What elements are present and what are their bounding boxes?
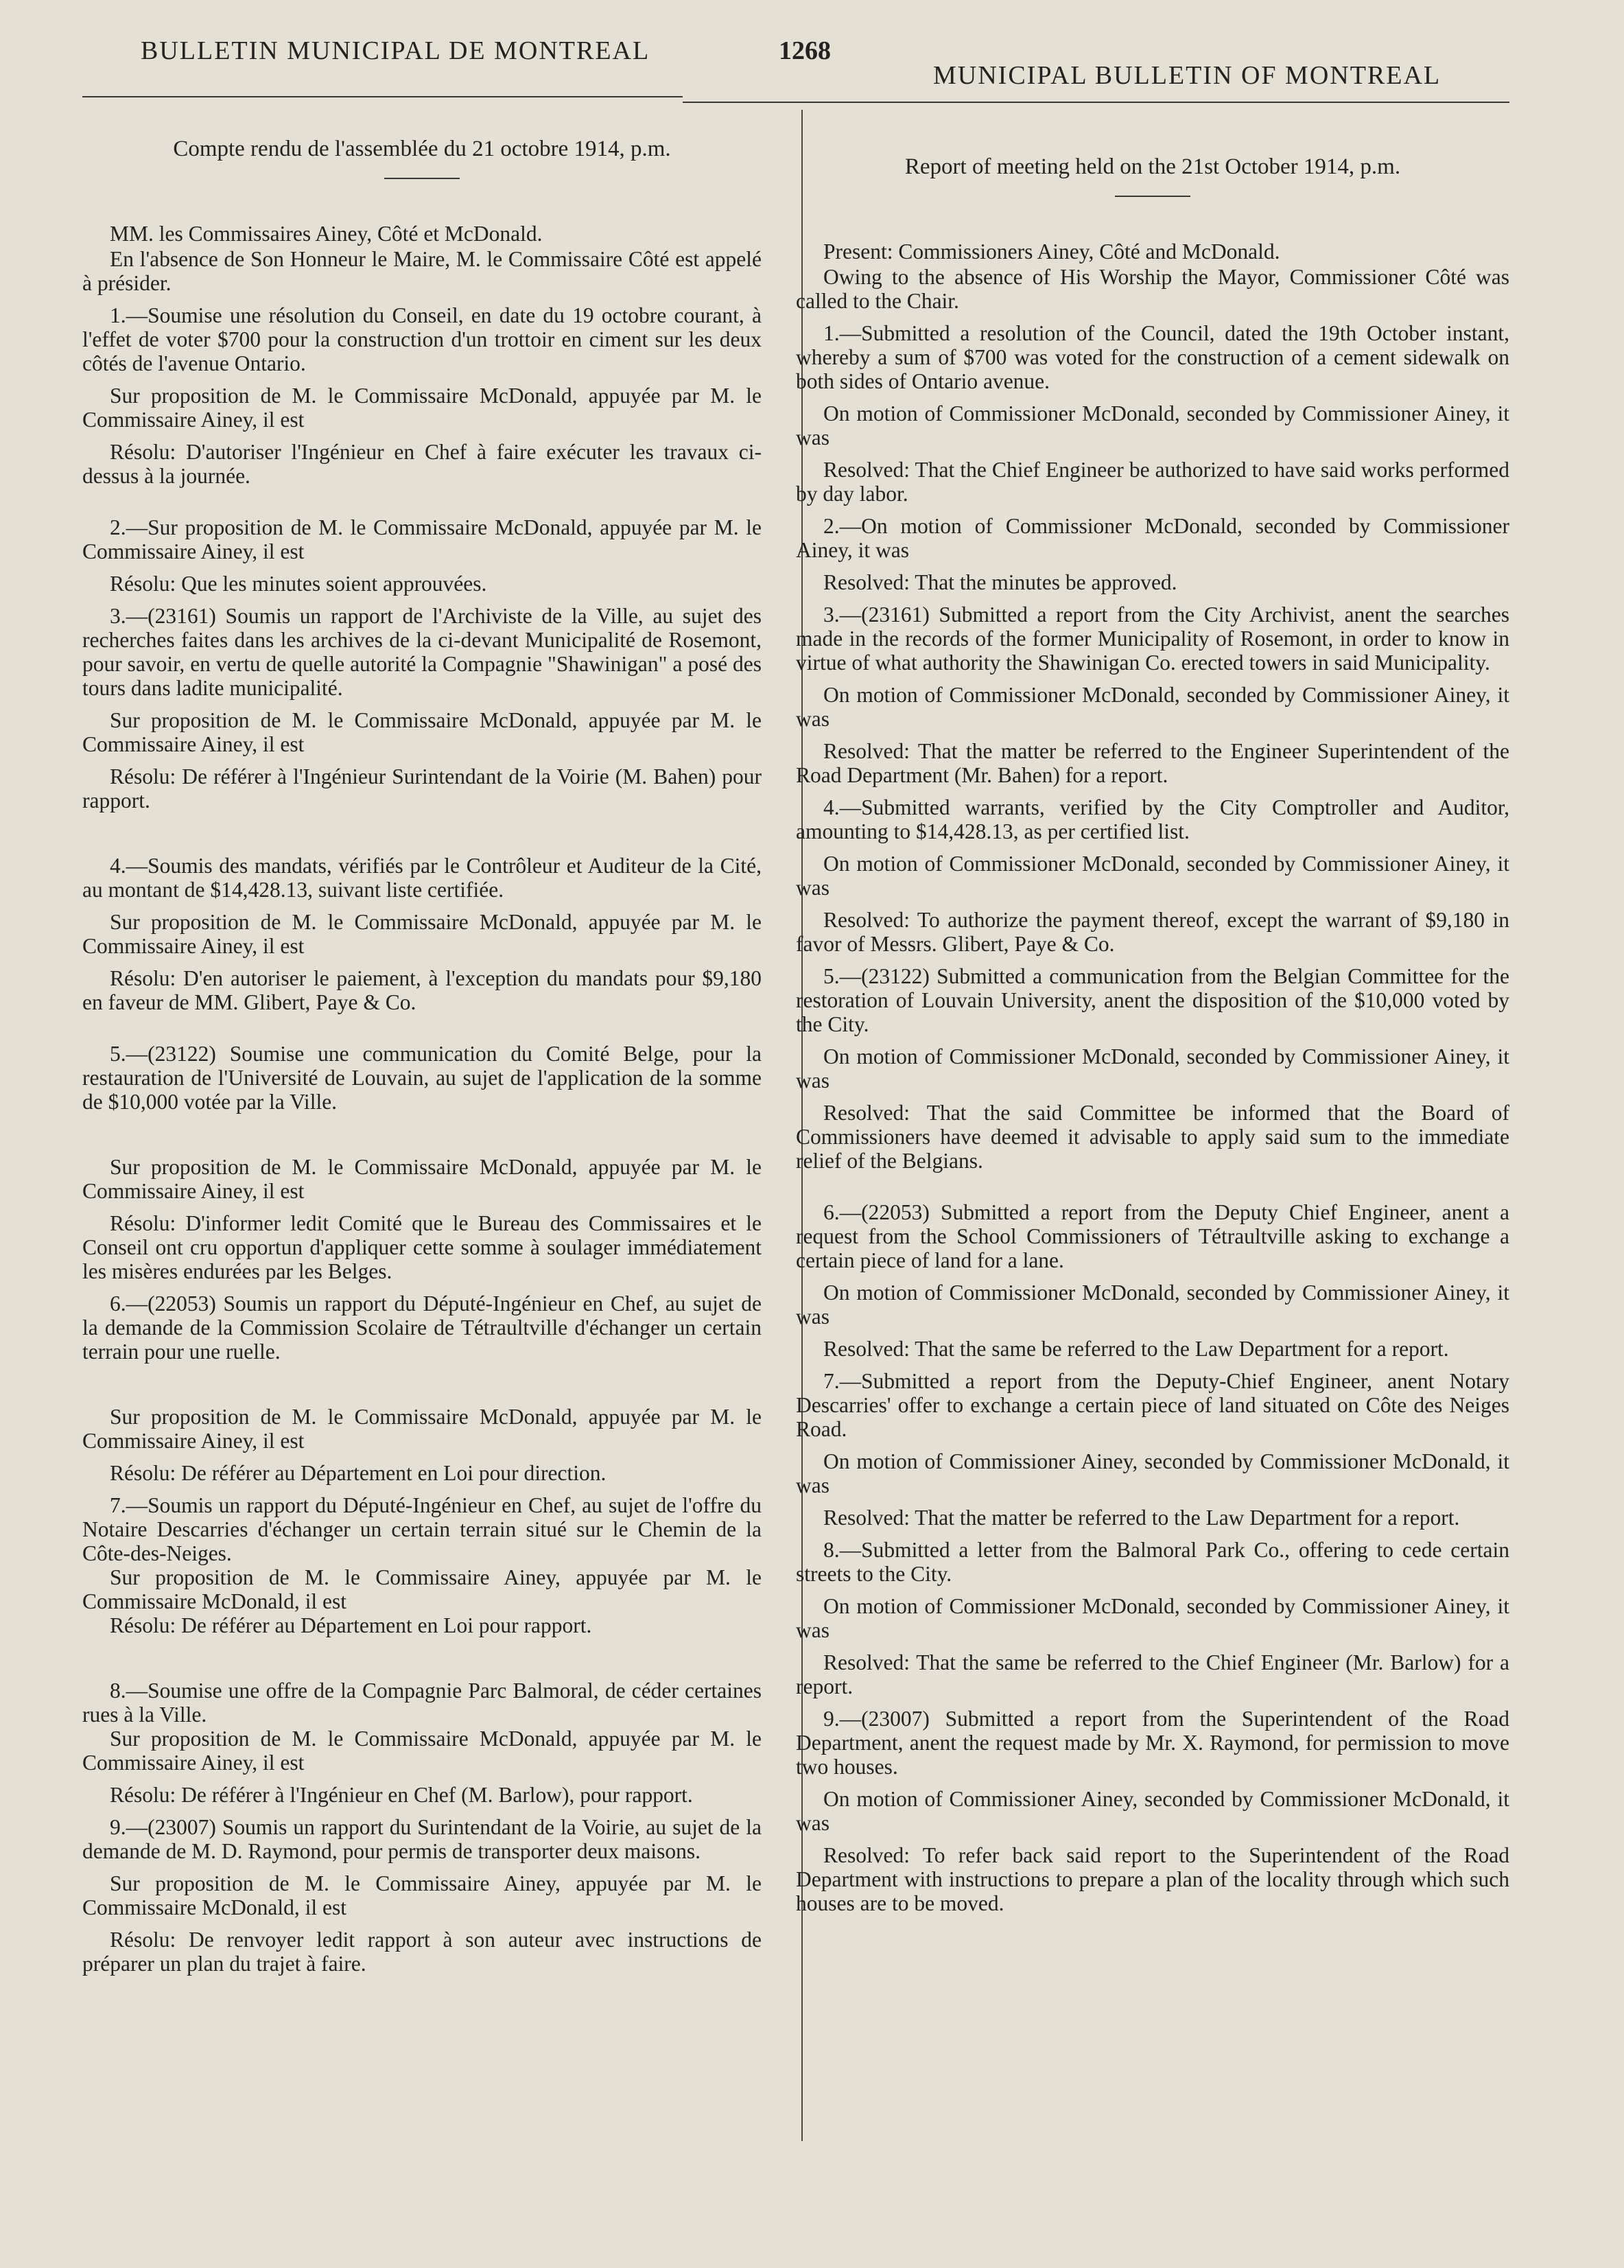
french-item: Résolu: De référer à l'Ingénieur en Chef (M. Barlow), pour rapport. (110, 1783, 693, 1807)
french-item: 1.—Soumise une résolution du Conseil, en date du 19 octobre courant, à l'effet de voter $700 pour la construction d'un trottoir en ciment sur les deux côtés de l'avenue Ontario. (82, 303, 762, 375)
french-item: Sur proposition de M. le Commissaire Ainey, appuyée par M. le Commissaire McDonald, il est (82, 1565, 762, 1613)
french-item: Résolu: De référer au Département en Loi pour rapport. (110, 1613, 592, 1637)
english-item: On motion of Commissioner McDonald, seconded by Commissioner Ainey, it was (796, 683, 1509, 731)
french-item: Résolu: D'informer ledit Comité que le Bureau des Commissaires et le Conseil ont cru opportun d'appliquer cette somme à soulager immédiatement les misères endurées par les Belges. (82, 1211, 762, 1283)
english-item: On motion of Commissioner McDonald, seconded by Commissioner Ainey, it was (796, 401, 1509, 449)
french-column (82, 137, 762, 1984)
french-item: 4.—Soumis des mandats, vérifiés par le Contrôleur et Auditeur de la Cité, au montant de $14,428.13, suivant liste certifiée. (82, 854, 762, 902)
english-item: On motion of Commissioner McDonald, seconded by Commissioner Ainey, it was (796, 1281, 1509, 1329)
french-item: 8.—Soumise une offre de la Compagnie Parc Balmoral, de céder certaines rues à la Ville. (82, 1679, 762, 1727)
english-item: Resolved: To authorize the payment thereof, except the warrant of $9,180 in favor of Messrs. Glibert, Paye & Co. (796, 908, 1509, 956)
french-item: 5.—(23122) Soumise une communication du Comité Belge, pour la restauration de l'Université de Louvain, au sujet de l'application de la somme de $10,000 votée par la Ville. (82, 1042, 762, 1114)
english-item: Resolved: That the said Committee be informed that the Board of Commissioners have deemed it advisable to apply said sum to the immediate relief of the Belgians. (796, 1101, 1509, 1173)
english-item: Resolved: To refer back said report to the Superintendent of the Road Department with instructions to prepare a plan of the locality through which such houses are to be moved. (796, 1843, 1509, 1915)
french-item: Sur proposition de M. le Commissaire McDonald, appuyée par M. le Commissaire Ainey, il est (82, 708, 762, 756)
english-present: Present: Commissioners Ainey, Côté and McDonald. (823, 239, 1280, 264)
french-item: Sur proposition de M. le Commissaire McDonald, appuyée par M. le Commissaire Ainey, il est (82, 1727, 762, 1775)
english-column (796, 137, 1509, 1924)
header-rule-right (683, 102, 1509, 103)
english-item: 9.—(23007) Submitted a report from the Superintendent of the Road Department, anent the request made by Mr. X. Raymond, for permission to move two houses. (796, 1707, 1509, 1779)
english-item: 4.—Submitted warrants, verified by the City Comptroller and Auditor, amounting to $14,428.13, as per certified list. (796, 795, 1509, 843)
english-item: On motion of Commissioner McDonald, seconded by Commissioner Ainey, it was (796, 1594, 1509, 1642)
header-rule-left (82, 96, 683, 97)
french-item: 9.—(23007) Soumis un rapport du Surintendant de la Voirie, au sujet de la demande de M. D. Raymond, pour permis de transporter deux maisons. (82, 1815, 762, 1863)
english-item: 5.—(23122) Submitted a communication from the Belgian Committee for the restoration of Louvain University, anent the disposition of the $10,000 voted by the City. (796, 964, 1509, 1036)
french-item: 6.—(22053) Soumis un rapport du Député-Ingénieur en Chef, au sujet de la demande de la Commission Scolaire de Tétraultville d'échanger un certain terrain pour une ruelle. (82, 1291, 762, 1364)
english-item: On motion of Commissioner Ainey, seconded by Commissioner McDonald, it was (796, 1787, 1509, 1835)
header-left-title: BULLETIN MUNICIPAL DE MONTREAL (141, 36, 650, 65)
english-item: Resolved: That the Chief Engineer be authorized to have said works performed by day labor. (796, 458, 1509, 506)
english-title-rule (1115, 196, 1190, 197)
english-item: 7.—Submitted a report from the Deputy-Chief Engineer, anent Notary Descarries' offer to exchange a certain piece of land situated on Côte des Neiges Road. (796, 1369, 1509, 1441)
french-item: Résolu: Que les minutes soient approuvées. (110, 572, 487, 596)
english-item: 6.—(22053) Submitted a report from the Deputy Chief Engineer, anent a request from the School Commissioners of Tétraultville asking to exchange a certain piece of land for a lane. (796, 1200, 1509, 1272)
english-item: 1.—Submitted a resolution of the Council, dated the 19th October instant, whereby a sum of $700 was voted for the construction of a cement sidewalk on both sides of Ontario avenue. (796, 321, 1509, 393)
english-item: Resolved: That the matter be referred to the Law Department for a report. (823, 1506, 1460, 1530)
french-item: Sur proposition de M. le Commissaire McDonald, appuyée par M. le Commissaire Ainey, il est (82, 384, 762, 432)
header-right-title: MUNICIPAL BULLETIN OF MONTREAL (933, 61, 1441, 90)
english-chair: Owing to the absence of His Worship the Mayor, Commissioner Côté was called to the Chair. (796, 265, 1509, 313)
english-item: On motion of Commissioner McDonald, seconded by Commissioner Ainey, it was (796, 1044, 1509, 1092)
english-item: Resolved: That the minutes be approved. (823, 570, 1177, 594)
french-item: Résolu: De référer au Département en Loi pour direction. (110, 1461, 607, 1485)
french-item: Sur proposition de M. le Commissaire McDonald, appuyée par M. le Commissaire Ainey, il est (82, 1405, 762, 1453)
french-item: Sur proposition de M. le Commissaire McDonald, appuyée par M. le Commissaire Ainey, il est (82, 1155, 762, 1203)
french-item: Résolu: De renvoyer ledit rapport à son auteur avec instructions de préparer un plan du trajet à faire. (82, 1928, 762, 1976)
english-title: Report of meeting held on the 21st October 1914, p.m. (904, 154, 1401, 179)
french-chair: En l'absence de Son Honneur le Maire, M. le Commissaire Côté est appelé à présider. (82, 247, 762, 295)
french-present: MM. les Commissaires Ainey, Côté et McDonald. (110, 222, 543, 246)
english-item: Resolved: That the same be referred to the Chief Engineer (Mr. Barlow) for a report. (796, 1650, 1509, 1698)
english-item: On motion of Commissioner Ainey, seconded by Commissioner McDonald, it was (796, 1449, 1509, 1497)
french-item: Résolu: De référer à l'Ingénieur Surintendant de la Voirie (M. Bahen) pour rapport. (82, 764, 762, 812)
english-item: 3.—(23161) Submitted a report from the City Archivist, anent the searches made in the records of the former Municipality of Rosemont, in order to know in virtue of what authority the Shawinigan Co. erected towers in said Municipality. (796, 603, 1509, 675)
french-item: Sur proposition de M. le Commissaire Ainey, appuyée par M. le Commissaire McDonald, il est (82, 1871, 762, 1919)
french-title: Compte rendu de l'assemblée du 21 octobre 1914, p.m. (173, 137, 671, 161)
french-item: 3.—(23161) Soumis un rapport de l'Archiviste de la Ville, au sujet des recherches faites dans les archives de la ci-devant Municipalité de Rosemont, pour savoir, en vertu de quelle autorité la Compagnie "Shawinigan" a posé des tours dans ladite municipalité. (82, 604, 762, 700)
english-item: Resolved: That the same be referred to the Law Department for a report. (823, 1337, 1449, 1361)
english-item: On motion of Commissioner McDonald, seconded by Commissioner Ainey, it was (796, 852, 1509, 900)
page-number: 1268 (779, 36, 831, 65)
english-item: Resolved: That the matter be referred to the Engineer Superintendent of the Road Department (Mr. Bahen) for a report. (796, 739, 1509, 787)
french-item: Sur proposition de M. le Commissaire McDonald, appuyée par M. le Commissaire Ainey, il est (82, 910, 762, 958)
french-item: Résolu: D'autoriser l'Ingénieur en Chef à faire exécuter les travaux ci-dessus à la journée. (82, 440, 762, 488)
french-title-rule (384, 178, 460, 179)
english-item: 2.—On motion of Commissioner McDonald, seconded by Commissioner Ainey, it was (796, 514, 1509, 562)
french-item: Résolu: D'en autoriser le paiement, à l'exception du mandats pour $9,180 en faveur de MM. Glibert, Paye & Co. (82, 966, 762, 1014)
french-item: 2.—Sur proposition de M. le Commissaire McDonald, appuyée par M. le Commissaire Ainey, il est (82, 515, 762, 563)
french-item: 7.—Soumis un rapport du Député-Ingénieur en Chef, au sujet de l'offre du Notaire Descarries d'échanger un certain terrain situé sur le Chemin de la Côte-des-Neiges. (82, 1493, 762, 1565)
english-item: 8.—Submitted a letter from the Balmoral Park Co., offering to cede certain streets to the City. (796, 1538, 1509, 1586)
